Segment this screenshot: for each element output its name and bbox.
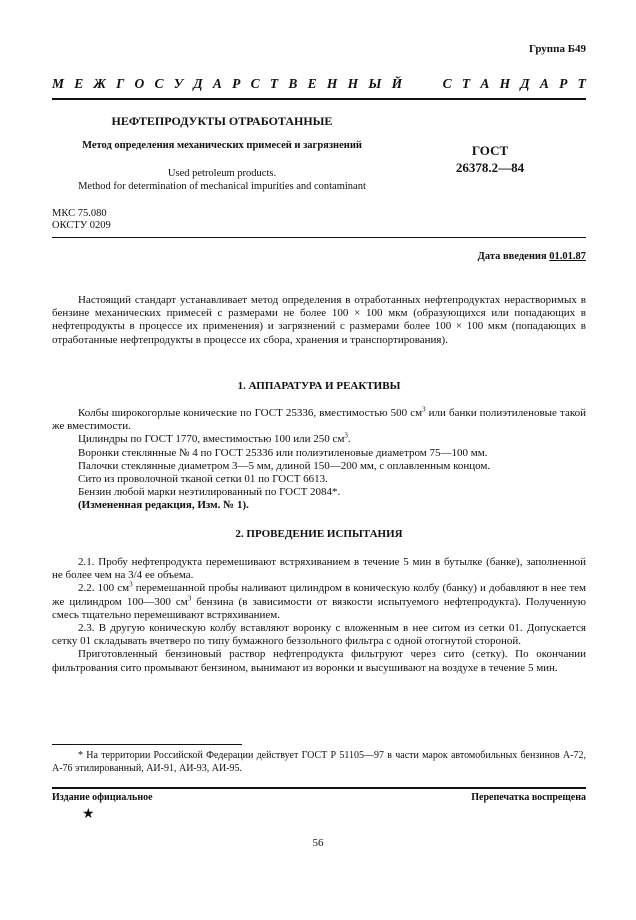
group-code: Группа Б49 bbox=[529, 43, 586, 55]
introduction-date bbox=[478, 251, 586, 262]
footnote-text: * На территории Российской Федерации действует ГОСТ Р 51105—97 в части марок автомобильных бензинов А-72, А-76 этилированный, АИ-91, АИ-93, АИ-95. bbox=[52, 750, 586, 774]
banner-letter: Н bbox=[326, 76, 338, 91]
banner-letter: О bbox=[134, 76, 145, 91]
s1-p1-a: Колбы широкогорлые конические по ГОСТ 25336, вместимостью 500 см bbox=[78, 407, 423, 419]
banner-letter: Т bbox=[461, 76, 471, 91]
banner-letter: А bbox=[212, 76, 222, 91]
s1-p1-sup: 3 bbox=[422, 405, 426, 414]
gost-number: 26378.2—84 bbox=[455, 160, 525, 175]
s2-p2-b: перемешанной пробы наливают цилиндром в коническую колбу (банку) и добавляют в нее тем же цилиндром 100—300 см bbox=[52, 582, 587, 608]
banner-letter: Д bbox=[520, 76, 530, 91]
banner-gap bbox=[412, 76, 432, 92]
banner-letter: Р bbox=[232, 76, 241, 91]
s2-p2-c: бензина (в зависимости от вязкости испытуемого нефтепродукта). Полученную смесь тщательно перемешивают встряхиванием. bbox=[52, 595, 586, 621]
document-title: НЕФТЕПРОДУКТЫ ОТРАБОТАННЫЕ bbox=[111, 114, 333, 128]
banner-letter: Ж bbox=[93, 76, 106, 91]
footer-rule bbox=[52, 787, 586, 789]
section-1-body bbox=[52, 407, 586, 513]
s1-p2-a: Цилиндры по ГОСТ 1770, вместимостью 100 или 250 см bbox=[78, 433, 345, 446]
mks-code: МКС 75.080 bbox=[52, 208, 107, 219]
banner-letter: А bbox=[539, 76, 549, 91]
method-title: Метод определения механических примесей и загрязнений bbox=[82, 140, 362, 151]
banner-letter: У bbox=[173, 76, 184, 91]
s2-p1-b: ее объема. bbox=[142, 569, 194, 582]
intro-paragraph bbox=[52, 294, 586, 347]
gost-label: ГОСТ bbox=[471, 143, 509, 158]
banner-letter: В bbox=[288, 76, 298, 91]
interstate-standard-banner bbox=[52, 76, 586, 92]
banner-letter: А bbox=[480, 76, 490, 91]
s2-p2-a: 2.2. 100 см bbox=[78, 582, 130, 595]
section-2-body bbox=[52, 556, 586, 675]
s2-p1-a: 2.1. Пробу нефтепродукта перемешивают встряхиванием в течение 5 мин в бутылке (банке), заполненной не более чем на bbox=[52, 556, 586, 582]
s1-p5: Сито из проволочной тканой сетки 01 по ГОСТ 6613. bbox=[78, 473, 328, 486]
star-icon: ★ bbox=[82, 807, 95, 822]
banner-letter: С bbox=[154, 76, 164, 91]
s2-p4: Приготовленный бензиновый раствор нефтепродукта фильтруют через сито (сетку). По окончании фильтрования сито промывают бензином, вынимают из воронки и высушивают на воздухе в течение 5 мин. bbox=[52, 648, 586, 674]
classification-codes bbox=[52, 208, 111, 232]
gost-designation bbox=[420, 142, 560, 176]
s1-p1-b: или банки полиэтиленовые такой же вместимости. bbox=[52, 407, 586, 433]
s1-p1 bbox=[52, 407, 586, 433]
reprint-prohibited: Перепечатка воспрещена bbox=[471, 792, 586, 803]
s1-p4: Палочки стеклянные диаметром 3—5 мм, длиной 150—200 мм, с оплавленным концом. bbox=[78, 459, 491, 472]
footnote-rule bbox=[52, 744, 242, 745]
s2-p2 bbox=[52, 582, 586, 622]
english-title: Used petroleum products. bbox=[167, 168, 277, 179]
header-rule bbox=[52, 98, 586, 100]
intro-text: Настоящий стандарт устанавливает метод определения в отработанных нефтепродуктах нерастворимых в бензине механических примесей с размерами не более 100 × 100 мкм (образующихся или попадающих в нефтепродукты в процессе их применения) и загрязнений с размерами более 100 × 100 мкм (попадающих в отработанные нефтепродукты в процессе их сбора, хранения и транспортирования). bbox=[52, 294, 586, 346]
banner-letter: Ы bbox=[368, 76, 382, 91]
banner-letter: Т bbox=[577, 76, 586, 91]
banner-letter: Г bbox=[116, 76, 125, 91]
banner-letter: С bbox=[250, 76, 260, 91]
s2-p1 bbox=[52, 556, 586, 582]
s2-p1-fraction: 3/4 bbox=[128, 569, 143, 582]
date-label: Дата введения bbox=[477, 251, 550, 262]
s2-p2-sup2: 3 bbox=[187, 593, 192, 602]
s1-p2-b: . bbox=[347, 433, 351, 446]
banner-letter: Р bbox=[559, 76, 568, 91]
banner-letter: Н bbox=[499, 76, 511, 91]
official-edition: Издание официальное bbox=[52, 792, 153, 803]
banner-letter: Е bbox=[307, 76, 317, 91]
banner-letter: С bbox=[442, 76, 452, 91]
s1-p6: Бензин любой марки неэтилированный по ГОСТ 2084*. bbox=[78, 486, 341, 499]
s1-p7-amendment: (Измененная редакция, Изм. № 1). bbox=[78, 499, 249, 512]
english-method: Method for determination of mechanical impurities and contaminant bbox=[78, 181, 366, 192]
banner-letter: Е bbox=[74, 76, 84, 91]
banner-letter: М bbox=[52, 76, 65, 91]
s1-p2-sup: 3 bbox=[344, 431, 348, 440]
banner-letter: Н bbox=[347, 76, 359, 91]
s2-p3: 2.3. В другую коническую колбу вставляют воронку с вложенным в нее ситом из сетки 01. Допускается сетку 01 складывать вчетверо по типу бумажного беззольного фильтра с одной отогнутой стороной. bbox=[52, 622, 586, 648]
banner-letter: Т bbox=[269, 76, 279, 91]
section-2-heading: 2. ПРОВЕДЕНИЕ ИСПЫТАНИЯ bbox=[235, 528, 403, 540]
footnote bbox=[52, 750, 586, 775]
date-value: 01.01.87 bbox=[549, 251, 586, 262]
s1-p3: Воронки стеклянные № 4 по ГОСТ 25336 или полиэтиленовые диаметром 75—100 мм. bbox=[78, 446, 488, 459]
banner-letter: Й bbox=[391, 76, 403, 91]
s1-p2 bbox=[52, 433, 586, 446]
page-number: 56 bbox=[312, 837, 324, 849]
banner-letter: Д bbox=[193, 76, 203, 91]
okstu-code: ОКСТУ 0209 bbox=[52, 220, 111, 231]
s2-p2-sup1: 3 bbox=[129, 580, 133, 589]
section-1-heading: 1. АППАРАТУРА И РЕАКТИВЫ bbox=[237, 380, 401, 392]
date-rule bbox=[52, 237, 586, 238]
